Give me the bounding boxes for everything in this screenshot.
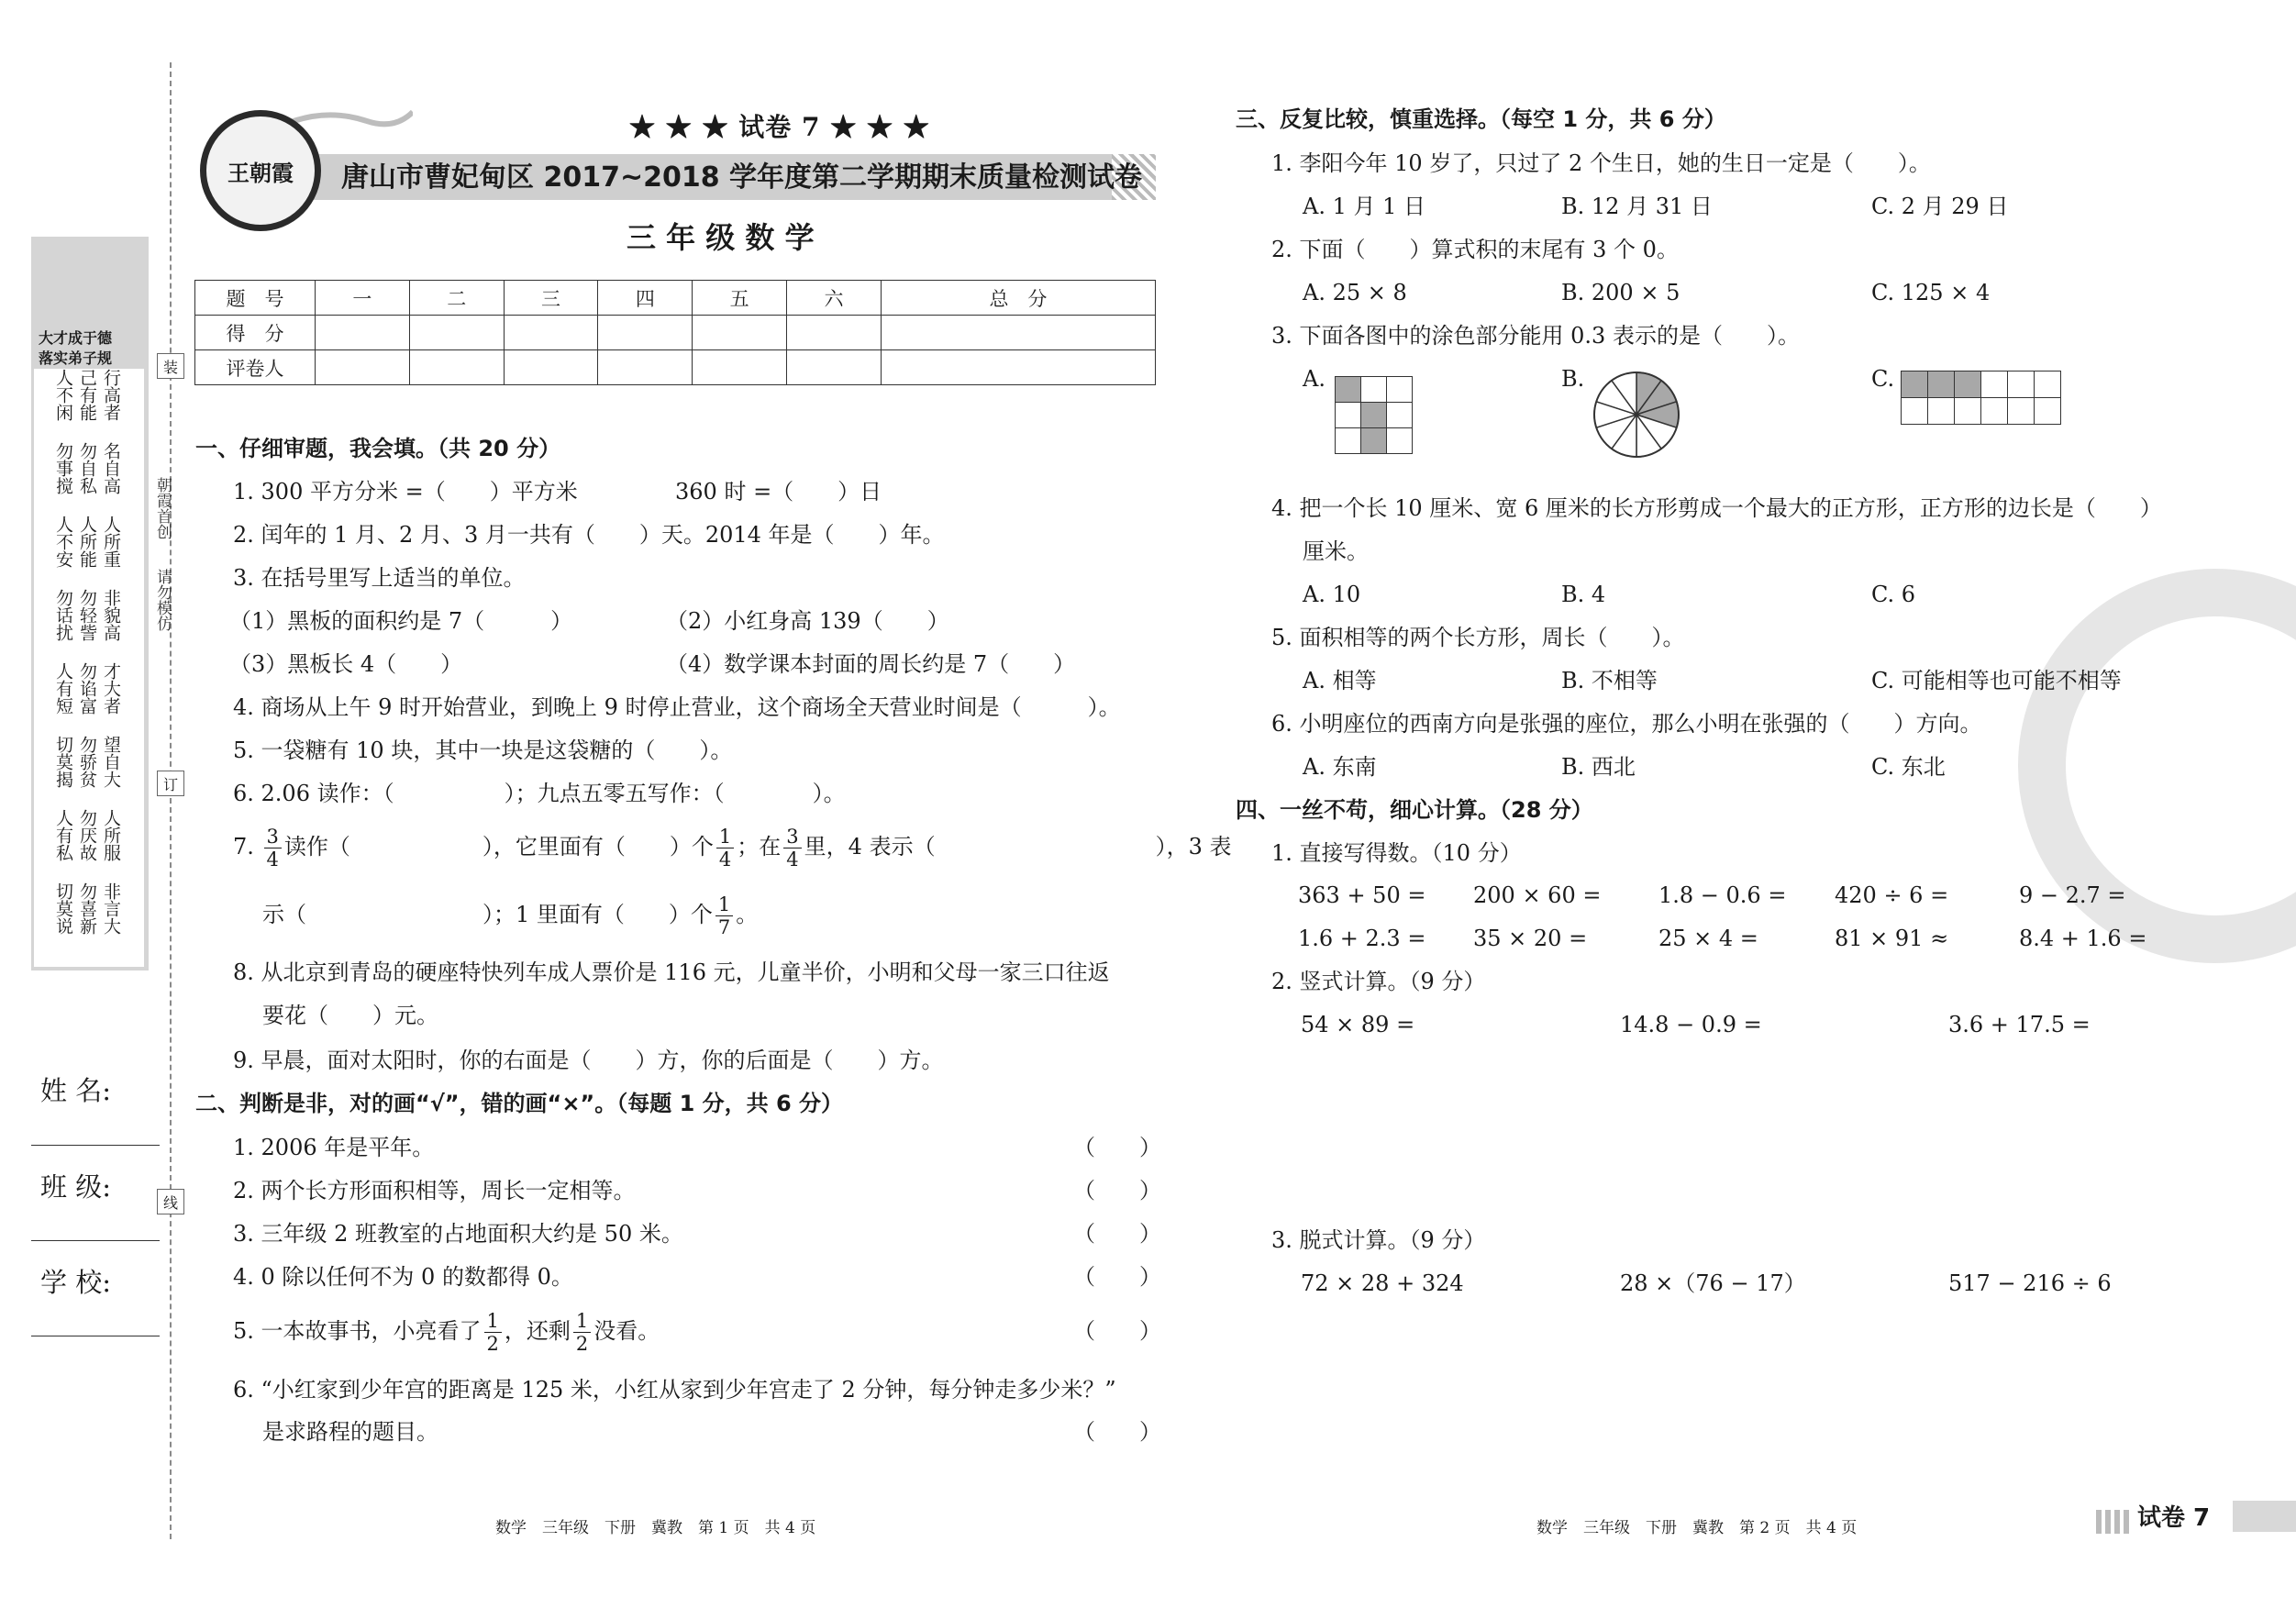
s3-q3-a: A. (1303, 366, 1325, 392)
q7-number: 7. (233, 834, 254, 859)
proverb-column: 人不安 (53, 516, 73, 568)
fraction-1-4: $\frac{1}{4}$ (716, 826, 734, 871)
proverb-column: 非貌高 (101, 589, 121, 641)
footer-page-2: 数学 三年级 下册 冀教 第 2 页 共 4 页 (1536, 1519, 1858, 1537)
proverb-column: 人所重 (101, 516, 121, 568)
footer-tag-bar (2233, 1501, 2296, 1532)
figure-c-grid (1901, 371, 2061, 425)
s3-q2: 2. 下面（ ）算式积的末尾有 3 个 0。 (1271, 237, 1679, 262)
proverb-column: 勿厌故 (77, 809, 97, 861)
col-label: 一 (316, 281, 410, 316)
fraction-1-2: $\frac{1}{2}$ (484, 1310, 502, 1355)
proverb-column: 勿谄富 (77, 662, 97, 715)
s2-q2: 2. 两个长方形面积相等，周长一定相等。 (233, 1178, 636, 1203)
calc-2-4: 81 × 91 ≈ (1835, 926, 1949, 951)
exam-title: 唐山市曹妃甸区 2017~2018 学年度第二学期期末质量检测试卷 (341, 161, 1143, 194)
q7-text-b: 读作（ ），它里面有（ ）个 (283, 834, 714, 859)
s1-q3: 3. 在括号里写上适当的单位。 (233, 565, 526, 591)
cut-label-2: 订 (157, 771, 184, 796)
answer-paren-5[interactable]: （ ） (1073, 1318, 1161, 1344)
score-cell[interactable] (787, 316, 882, 350)
subject-title: 三 年 级 数 学 (627, 220, 815, 255)
col-label: 总 分 (881, 281, 1155, 316)
step-2: 28 ×（76 − 17） (1620, 1270, 1806, 1296)
step-3: 517 − 216 ÷ 6 (1948, 1270, 2112, 1296)
col-label: 五 (693, 281, 787, 316)
s1-q5: 5. 一袋糖有 10 块，其中一块是这袋糖的（ ）。 (233, 738, 733, 763)
s1-q8b: 要花（ ）元。 (262, 1003, 438, 1028)
s1-q8a: 8. 从北京到青岛的硬座特快列车成人票价是 116 元，儿童半价，小明和父母一家三口往返 (233, 959, 1110, 985)
section-2-title: 二、判断是非，对的画“√”，错的画“×”。（每题 1 分，共 6 分） (195, 1091, 844, 1116)
calc-1-3: 1.8 − 0.6 = (1658, 882, 1787, 908)
calc-2-3: 25 × 4 = (1658, 926, 1758, 951)
proverb-column: 名自高 (101, 442, 121, 494)
s3-q5: 5. 面积相等的两个长方形，周长（ ）。 (1271, 625, 1685, 650)
q5-text-a: 5. 一本故事书，小亮看了 (233, 1318, 482, 1344)
s3-q1: 1. 李阳今年 10 岁了，只过了 2 个生日，她的生日一定是（ ）。 (1271, 150, 1931, 176)
cut-label-3: 线 (157, 1189, 184, 1214)
s3-q3-b: B. (1561, 366, 1585, 392)
s1-q4: 4. 商场从上午 9 时开始营业，到晚上 9 时停止营业，这个商场全天营业时间是（ ）。 (233, 694, 1121, 720)
vert-1: 54 × 89 = (1301, 1012, 1415, 1037)
s1-q1a: 1. 300 平方分米 =（ ）平方米 (233, 479, 578, 505)
motto-line-1: 大才成于德 (39, 329, 113, 347)
calc-1-4: 420 ÷ 6 = (1835, 882, 1949, 908)
s2-q6b: 是求路程的题目。 (262, 1419, 438, 1445)
proverb-column: 人所服 (101, 809, 121, 861)
s2-q5 (233, 1308, 660, 1355)
grader-cell[interactable] (598, 350, 693, 385)
proverb-column: 人不闲 (53, 369, 73, 421)
s3-q6-c: C. 东北 (1871, 754, 1946, 780)
s3-q5-a: A. 相等 (1303, 668, 1377, 693)
motto-line-2: 落实弟子规 (39, 349, 113, 367)
s3-q2-c: C. 125 × 4 (1871, 280, 1991, 305)
score-cell[interactable] (881, 316, 1155, 350)
score-header-row (195, 281, 1156, 316)
cut-line (170, 62, 172, 1539)
s3-q1-a: A. 1 月 1 日 (1303, 194, 1426, 219)
q7-text-c: ；在 (737, 834, 782, 859)
answer-paren-6[interactable]: （ ） (1073, 1419, 1161, 1445)
q5-text-b: ，还剩 (504, 1318, 571, 1344)
fraction-3-4-b: $\frac{3}{4}$ (783, 826, 801, 871)
col-label: 三 (504, 281, 598, 316)
grader-cell[interactable] (316, 350, 410, 385)
proverb-column: 勿话扰 (53, 589, 73, 641)
col-label: 四 (598, 281, 693, 316)
name-line[interactable] (31, 1145, 160, 1146)
s3-q3-c: C. (1871, 366, 1895, 392)
fraction-1-2-b: $\frac{1}{2}$ (573, 1310, 591, 1355)
vert-2: 14.8 − 0.9 = (1620, 1012, 1762, 1037)
score-cell[interactable] (316, 316, 410, 350)
row-label: 题 号 (195, 281, 316, 316)
fraction-1-7: $\frac{1}{7}$ (715, 893, 733, 938)
q5-text-c: 没看。 (593, 1318, 660, 1344)
proverb-column: 才大者 (101, 662, 121, 715)
grader-row (195, 350, 1156, 385)
s1-q9: 9. 早晨，面对太阳时，你的右面是（ ）方，你的后面是（ ）方。 (233, 1048, 944, 1073)
proverb-column: 望自大 (101, 736, 121, 788)
score-cell[interactable] (409, 316, 504, 350)
paper-label: ★ ★ ★ 试卷 7 ★ ★ ★ (629, 112, 930, 142)
answer-paren-4[interactable]: （ ） (1073, 1264, 1161, 1290)
fraction-3-4: $\frac{3}{4}$ (264, 826, 282, 871)
proverb-column: 行高者 (101, 369, 121, 421)
side-label-2: 请勿模仿 (153, 569, 172, 631)
s3-q4b: 厘米。 (1303, 538, 1369, 564)
q7-text-e: 示（ ）；1 里面有（ ）个 (262, 902, 713, 927)
proverb-column: 切莫揭 (53, 736, 73, 788)
proverb-column: 勿骄贫 (77, 736, 97, 788)
proverb-column: 勿自私 (77, 442, 97, 494)
s1-q3-4: （4）数学课本封面的周长约是 7（ ） (666, 651, 1076, 677)
row-label: 得 分 (195, 316, 316, 350)
vert-3: 3.6 + 17.5 = (1948, 1012, 2091, 1037)
proverb-column: 人所能 (77, 516, 97, 568)
score-cell[interactable] (504, 316, 598, 350)
s3-q1-c: C. 2 月 29 日 (1871, 194, 2009, 219)
proverb-column: 人有短 (53, 662, 73, 715)
figure-a-grid (1335, 376, 1413, 454)
grader-cell[interactable] (787, 350, 882, 385)
proverb-column: 勿事搅 (53, 442, 73, 494)
q7-text-d: 里，4 表示（ ），3 表 (804, 834, 1232, 859)
score-cell[interactable] (693, 316, 787, 350)
answer-paren-1[interactable]: （ ） (1073, 1135, 1161, 1160)
school-label: 学 校: (40, 1267, 111, 1298)
s3-q4a: 4. 把一个长 10 厘米、宽 6 厘米的长方形剪成一个最大的正方形，正方形的边长是（ ） (1271, 495, 2162, 521)
proverb-column: 己有能 (77, 369, 97, 421)
s2-q4: 4. 0 除以任何不为 0 的数都得 0。 (233, 1264, 573, 1290)
name-label: 姓 名: (40, 1075, 111, 1106)
proverb-column: 人有私 (53, 809, 73, 861)
s3-q6: 6. 小明座位的西南方向是张强的座位，那么小明在张强的（ ）方向。 (1271, 711, 1982, 737)
calc-1-2: 200 × 60 = (1473, 882, 1602, 908)
footer-tag-dots (2096, 1510, 2133, 1534)
s3-q4-a: A. 10 (1303, 582, 1361, 607)
calc-2-2: 35 × 20 = (1473, 926, 1588, 951)
grader-cell[interactable] (881, 350, 1155, 385)
calc-2-5: 8.4 + 1.6 = (2019, 926, 2147, 951)
s1-q3-3: （3）黑板长 4（ ） (229, 651, 463, 677)
s4-p3: 3. 脱式计算。（9 分） (1271, 1227, 1486, 1253)
s4-p1: 1. 直接写得数。（10 分） (1271, 840, 1522, 866)
score-row (195, 316, 1156, 350)
brand-logo (200, 110, 321, 231)
s1-q2: 2. 闰年的 1 月、2 月、3 月一共有（ ）天。2014 年是（ ）年。 (233, 522, 945, 548)
s3-q5-b: B. 不相等 (1561, 668, 1658, 693)
side-label-1: 朝霞首创 (153, 477, 172, 539)
answer-paren-3[interactable]: （ ） (1073, 1221, 1161, 1247)
s1-q3-1: （1）黑板的面积约是 7（ ） (229, 608, 573, 634)
score-table (194, 280, 1156, 385)
s2-q1: 1. 2006 年是平年。 (233, 1135, 435, 1160)
s3-q4-b: B. 4 (1561, 582, 1606, 607)
grader-cell[interactable] (693, 350, 787, 385)
col-label: 二 (409, 281, 504, 316)
q7-text-f: 。 (736, 902, 759, 927)
s1-q7-line1 (233, 822, 1231, 871)
proverb-column: 切莫说 (53, 882, 73, 935)
proverb-column: 勿轻訾 (77, 589, 97, 641)
calc-1-5: 9 − 2.7 = (2019, 882, 2126, 908)
s3-q6-a: A. 东南 (1303, 754, 1377, 780)
s3-q2-a: A. 25 × 8 (1303, 280, 1407, 305)
s2-q6a: 6. “小红家到少年宫的距离是 125 米，小红从家到少年宫走了 2 分钟，每分钟走多少米？” (233, 1377, 1116, 1403)
s1-q1b: 360 时 =（ ）日 (675, 479, 882, 505)
class-line[interactable] (31, 1240, 160, 1241)
s1-q7-line2 (262, 890, 758, 939)
s1-q3-2: （2）小红身高 139（ ） (666, 608, 949, 634)
s3-q2-b: B. 200 × 5 (1561, 280, 1680, 305)
brand-logo-text: 王朝霞 (227, 159, 294, 186)
s3-q3: 3. 下面各图中的涂色部分能用 0.3 表示的是（ ）。 (1271, 323, 1800, 349)
answer-paren-2[interactable]: （ ） (1073, 1178, 1161, 1203)
s4-p2: 2. 竖式计算。（9 分） (1271, 969, 1486, 994)
section-3-title: 三、反复比较，慎重选择。（每空 1 分，共 6 分） (1236, 106, 1726, 132)
s3-q1-b: B. 12 月 31 日 (1561, 194, 1713, 219)
proverb-column: 非言大 (101, 882, 121, 935)
col-label: 六 (787, 281, 882, 316)
footer-tag: 试卷 7 (2137, 1504, 2211, 1532)
calc-1-1: 363 + 50 = (1298, 882, 1426, 908)
grader-cell[interactable] (409, 350, 504, 385)
calc-2-1: 1.6 + 2.3 = (1298, 926, 1426, 951)
s2-q3: 3. 三年级 2 班教室的占地面积大约是 50 米。 (233, 1221, 683, 1247)
s1-q6: 6. 2.06 读作：（ ）；九点五零五写作：（ ）。 (233, 781, 846, 806)
s3-q5-c: C. 可能相等也可能不相等 (1871, 668, 2122, 693)
row-label: 评卷人 (195, 350, 316, 385)
step-1: 72 × 28 + 324 (1301, 1270, 1464, 1296)
figure-b-pie (1592, 371, 1680, 459)
proverb-column: 勿喜新 (77, 882, 97, 935)
cut-label-1: 装 (157, 353, 184, 379)
footer-page-1: 数学 三年级 下册 冀教 第 1 页 共 4 页 (495, 1519, 816, 1537)
section-1-title: 一、仔细审题，我会填。（共 20 分） (195, 436, 561, 461)
score-cell[interactable] (598, 316, 693, 350)
s3-q4-c: C. 6 (1871, 582, 1916, 607)
class-label: 班 级: (40, 1171, 111, 1203)
s3-q6-b: B. 西北 (1561, 754, 1636, 780)
section-4-title: 四、一丝不苟，细心计算。（28 分） (1236, 797, 1593, 823)
grader-cell[interactable] (504, 350, 598, 385)
